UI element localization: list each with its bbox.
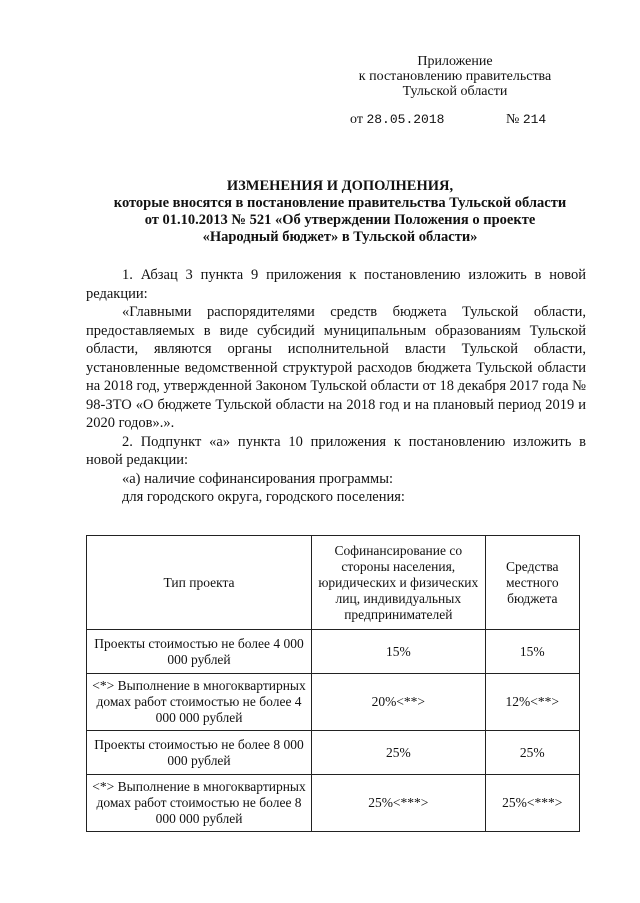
table-row <box>87 630 580 674</box>
table-cell: 25% <box>312 731 486 775</box>
table-cell: 12%<**> <box>485 674 579 731</box>
heading-line-4: «Народный бюджет» в Тульской области» <box>202 229 478 245</box>
table-cell: Проекты стоимостью не более 4 000 000 рублей <box>87 630 312 674</box>
appendix-line-2: к постановлению правительства <box>358 69 552 84</box>
paragraph-2: «Главными распорядителями средств бюджета Тульской области, предоставляемых в виде субсидий муниципальным образованиям Тульской области, являются органы исполнительной власти Тульской области, установленные ведомственной структурой расходов бюджета Тульской области на 2018 год, утвержденной Законом Тульской области от 18 декабря 2017 года № 98-ЗТО «О бюджете Тульской области на 2018 год и на плановый период 2019 и 2020 годов».». <box>86 304 586 431</box>
appendix-line-1: Приложение <box>417 54 493 69</box>
table-header-row <box>87 536 580 630</box>
number-sign: № <box>505 112 520 127</box>
table-row <box>87 731 580 775</box>
table-cell: 25% <box>485 731 579 775</box>
document-body <box>86 266 586 507</box>
table-cell: 25%<***> <box>485 775 579 832</box>
document-number: 214 <box>522 112 547 127</box>
table-cell: <*> Выполнение в многоквартирных домах работ стоимостью не более 8 000 000 рублей <box>87 775 312 832</box>
heading-line-3: от 01.10.2013 № 521 «Об утверждении Положения о проекте <box>144 212 536 228</box>
paragraph-1: 1. Абзац 3 пункта 9 приложения к постановлению изложить в новой редакции: <box>86 267 586 302</box>
table-row <box>87 674 580 731</box>
table-cell: <*> Выполнение в многоквартирных домах работ стоимостью не более 4 000 000 рублей <box>87 674 312 731</box>
heading-line-1: ИЗМЕНЕНИЯ И ДОПОЛНЕНИЯ, <box>226 178 454 194</box>
header-project-type: Тип проекта <box>87 536 312 630</box>
heading-line-2: которые вносятся в постановление правительства Тульской области <box>113 195 567 211</box>
paragraph-4: «а) наличие софинансирования программы: <box>122 470 393 487</box>
date-prefix: от <box>350 112 363 127</box>
table-cell: 15% <box>485 630 579 674</box>
paragraph-3: 2. Подпункт «а» пункта 10 приложения к постановлению изложить в новой редакции: <box>86 433 586 468</box>
appendix-block <box>330 54 580 99</box>
table-cell: 20%<**> <box>312 674 486 731</box>
table-cell: 15% <box>312 630 486 674</box>
table-row <box>87 775 580 832</box>
header-population-cofinancing: Софинансирование со стороны населения, юридических и физических лиц, индивидуальных предпринимателей <box>312 536 486 630</box>
cofinancing-table <box>86 535 580 832</box>
table-cell: 25%<***> <box>312 775 486 832</box>
header-local-budget: Средства местного бюджета <box>485 536 579 630</box>
paragraph-5: для городского округа, городского поселения: <box>122 489 405 505</box>
document-date: 28.05.2018 <box>366 112 445 127</box>
date-number-line <box>350 112 546 128</box>
appendix-line-3: Тульской области <box>402 84 508 99</box>
document-heading <box>40 178 640 246</box>
table-cell: Проекты стоимостью не более 8 000 000 рублей <box>87 731 312 775</box>
